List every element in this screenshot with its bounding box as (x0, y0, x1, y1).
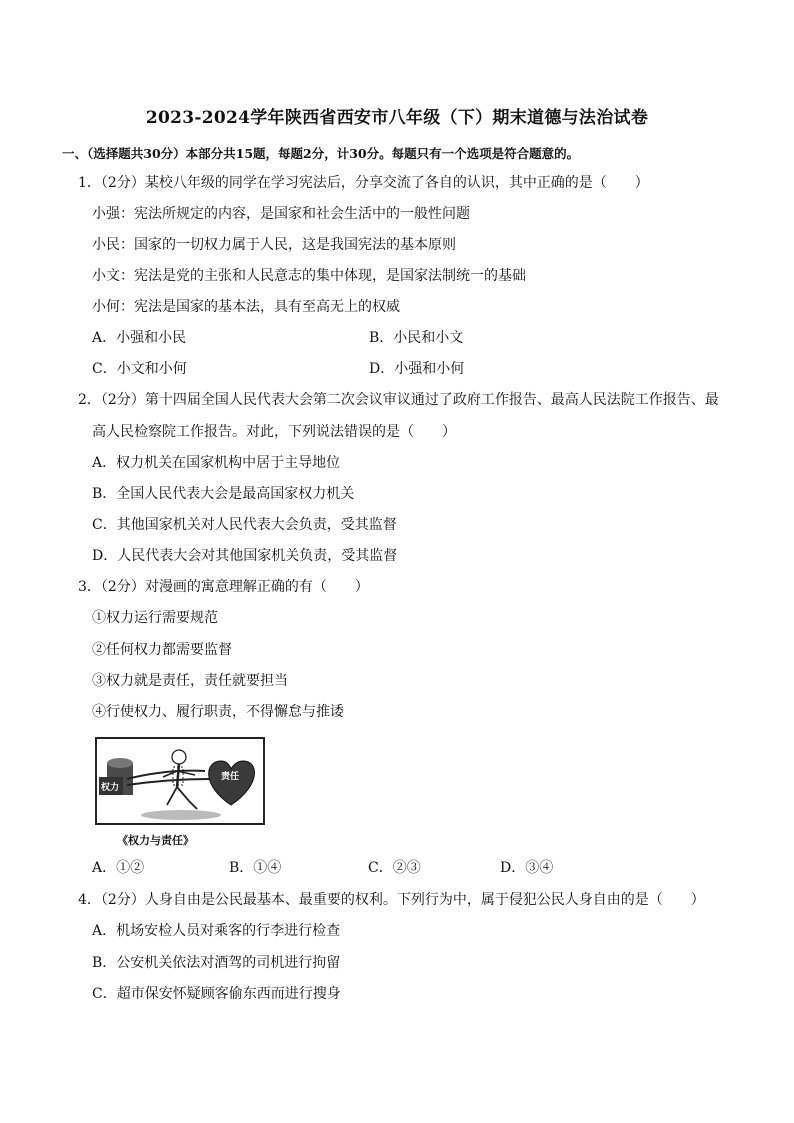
question-3-option-b[interactable]: B．①④ (229, 860, 282, 876)
question-1-statement: 小文：宪法是党的主张和人民意志的集中体现，是国家法制统一的基础 (92, 268, 526, 284)
section-heading: 一、（选择题共30分）本部分共15题，每题2分，计30分。每题只有一个选项是符合题意的。 (62, 146, 580, 161)
question-1-option-b[interactable]: B．小民和小文 (369, 330, 464, 346)
question-4-option-b[interactable]: B．公安机关依法对酒驾的司机进行拘留 (92, 955, 341, 971)
question-3-stem: 3．（2分）对漫画的寓意理解正确的有（ ） (78, 579, 369, 595)
question-2-option-a[interactable]: A．权力机关在国家机构中居于主导地位 (92, 455, 341, 471)
cartoon-illustration (97, 739, 263, 823)
question-3-statement: ①权力运行需要规范 (92, 610, 218, 626)
cartoon-responsibility-label: 责任 (221, 772, 240, 782)
question-1-option-d[interactable]: D．小强和小何 (369, 361, 465, 377)
question-1-option-c[interactable]: C．小文和小何 (92, 361, 187, 377)
question-3-option-a[interactable]: A．①② (92, 860, 145, 876)
question-3-option-c[interactable]: C．②③ (368, 860, 421, 876)
question-1-option-a[interactable]: A．小强和小民 (92, 330, 187, 346)
cartoon-power-label: 权力 (101, 783, 120, 793)
question-1-statement: 小民：国家的一切权力属于人民，这是我国宪法的基本原则 (92, 237, 456, 253)
question-2-stem-continued: 高人民检察院工作报告。对此，下列说法错误的是（ ） (92, 424, 456, 440)
question-1-statement: 小强：宪法所规定的内容，是国家和社会生活中的一般性问题 (92, 206, 470, 222)
exam-title: 2023-2024学年陕西省西安市八年级（下）期末道德与法治试卷 (145, 108, 649, 128)
question-2-option-c[interactable]: C．其他国家机关对人民代表大会负责，受其监督 (92, 517, 397, 533)
question-2-option-d[interactable]: D．人民代表大会对其他国家机关负责，受其监督 (92, 548, 398, 564)
question-4-stem: 4．（2分）人身自由是公民最基本、最重要的权利。下列行为中，属于侵犯公民人身自由的是（ ） (78, 892, 705, 908)
question-3-option-d[interactable]: D．③④ (500, 860, 554, 876)
question-2-option-b[interactable]: B．全国人民代表大会是最高国家权力机关 (92, 486, 355, 502)
question-4-option-a[interactable]: A．机场安检人员对乘客的行李进行检查 (92, 923, 341, 939)
question-3-statement: ④行使权力、履行职责，不得懈怠与推诿 (92, 704, 344, 720)
question-4-option-c[interactable]: C．超市保安怀疑顾客偷东西而进行搜身 (92, 986, 341, 1002)
question-1-stem: 1．（2分）某校八年级的同学在学习宪法后，分享交流了各自的认识，其中正确的是（ ） (78, 175, 649, 191)
question-1-statement: 小何：宪法是国家的基本法，具有至高无上的权威 (92, 299, 400, 315)
question-2-stem: 2．（2分）第十四届全国人民代表大会第二次会议审议通过了政府工作报告、最高人民法院工作报告、最 (78, 392, 719, 408)
power-responsibility-cartoon (95, 737, 265, 825)
question-3-statement: ③权力就是责任，责任就要担当 (92, 673, 288, 689)
cartoon-caption: 《权力与责任》 (117, 834, 194, 847)
question-3-statement: ②任何权力都需要监督 (92, 642, 232, 658)
